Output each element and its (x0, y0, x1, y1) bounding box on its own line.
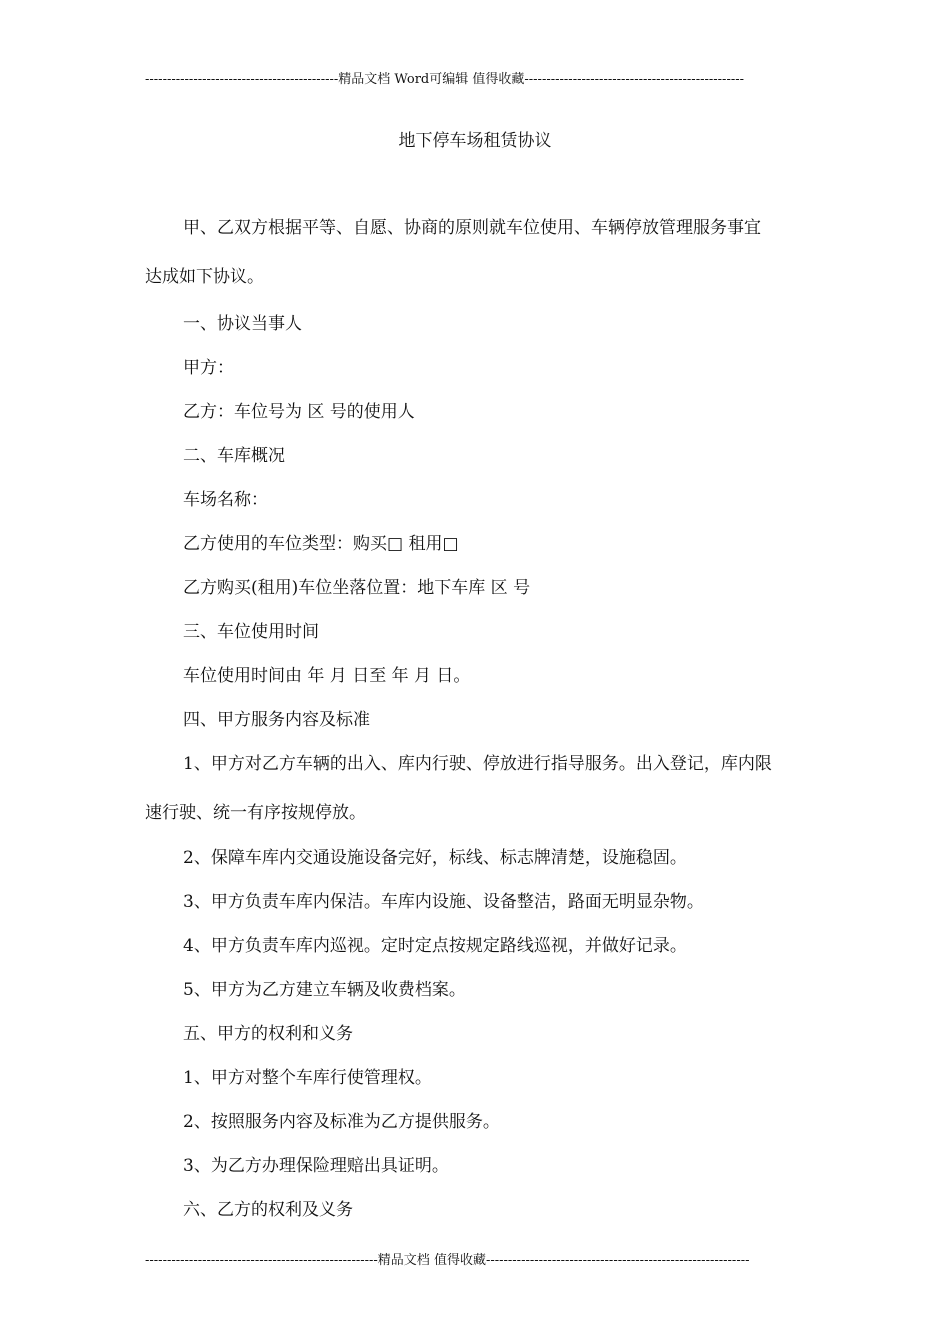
paragraph-intro-line-2: 达成如下协议。 (145, 267, 264, 287)
space-type-line: 乙方使用的车位类型：购买□ 租用□ (183, 534, 459, 554)
section-heading-parties: 一、协议当事人 (183, 314, 302, 334)
party-a-right-1: 1、甲方对整个车库行使管理权。 (183, 1068, 432, 1088)
service-item-3: 3、甲方负责车库内保洁。车库内设施、设备整洁，路面无明显杂物。 (183, 892, 704, 912)
section-heading-services: 四、甲方服务内容及标准 (183, 710, 370, 730)
party-b-line: 乙方：车位号为 区 号的使用人 (183, 402, 415, 422)
service-item-5: 5、甲方为乙方建立车辆及收费档案。 (183, 980, 466, 1000)
service-item-1-line-1: 1、甲方对乙方车辆的出入、库内行驶、停放进行指导服务。出入登记，库内限 (183, 754, 772, 774)
section-heading-garage: 二、车库概况 (183, 446, 285, 466)
party-a-right-3: 3、为乙方办理保险理赔出具证明。 (183, 1156, 449, 1176)
service-item-1-line-2: 速行驶、统一有序按规停放。 (145, 803, 366, 823)
parking-name-line: 车场名称： (183, 490, 268, 510)
party-a-line: 甲方： (183, 358, 234, 378)
document-title: 地下停车场租赁协议 (398, 131, 552, 151)
page-header: --------------------------------------------精品文档 Word可编辑 值得收藏-------------------------------------------------- (145, 72, 745, 87)
section-heading-party-b-rights: 六、乙方的权利及义务 (183, 1200, 353, 1220)
service-item-2: 2、保障车库内交通设施设备完好，标线、标志牌清楚，设施稳固。 (183, 848, 687, 868)
service-item-4: 4、甲方负责车库内巡视。定时定点按规定路线巡视，并做好记录。 (183, 936, 687, 956)
space-location-line: 乙方购买(租用)车位坐落位置：地下车库 区 号 (183, 578, 531, 598)
section-heading-time: 三、车位使用时间 (183, 622, 319, 642)
usage-period-line: 车位使用时间由 年 月 日至 年 月 日。 (183, 666, 471, 686)
party-a-right-2: 2、按照服务内容及标准为乙方提供服务。 (183, 1112, 500, 1132)
page-footer: -----------------------------------------------------精品文档 值得收藏------------------------------------------------------------ (145, 1253, 750, 1268)
paragraph-intro-line-1: 甲、乙双方根据平等、自愿、协商的原则就车位使用、车辆停放管理服务事宜 (183, 218, 761, 238)
section-heading-party-a-rights: 五、甲方的权利和义务 (183, 1024, 353, 1044)
